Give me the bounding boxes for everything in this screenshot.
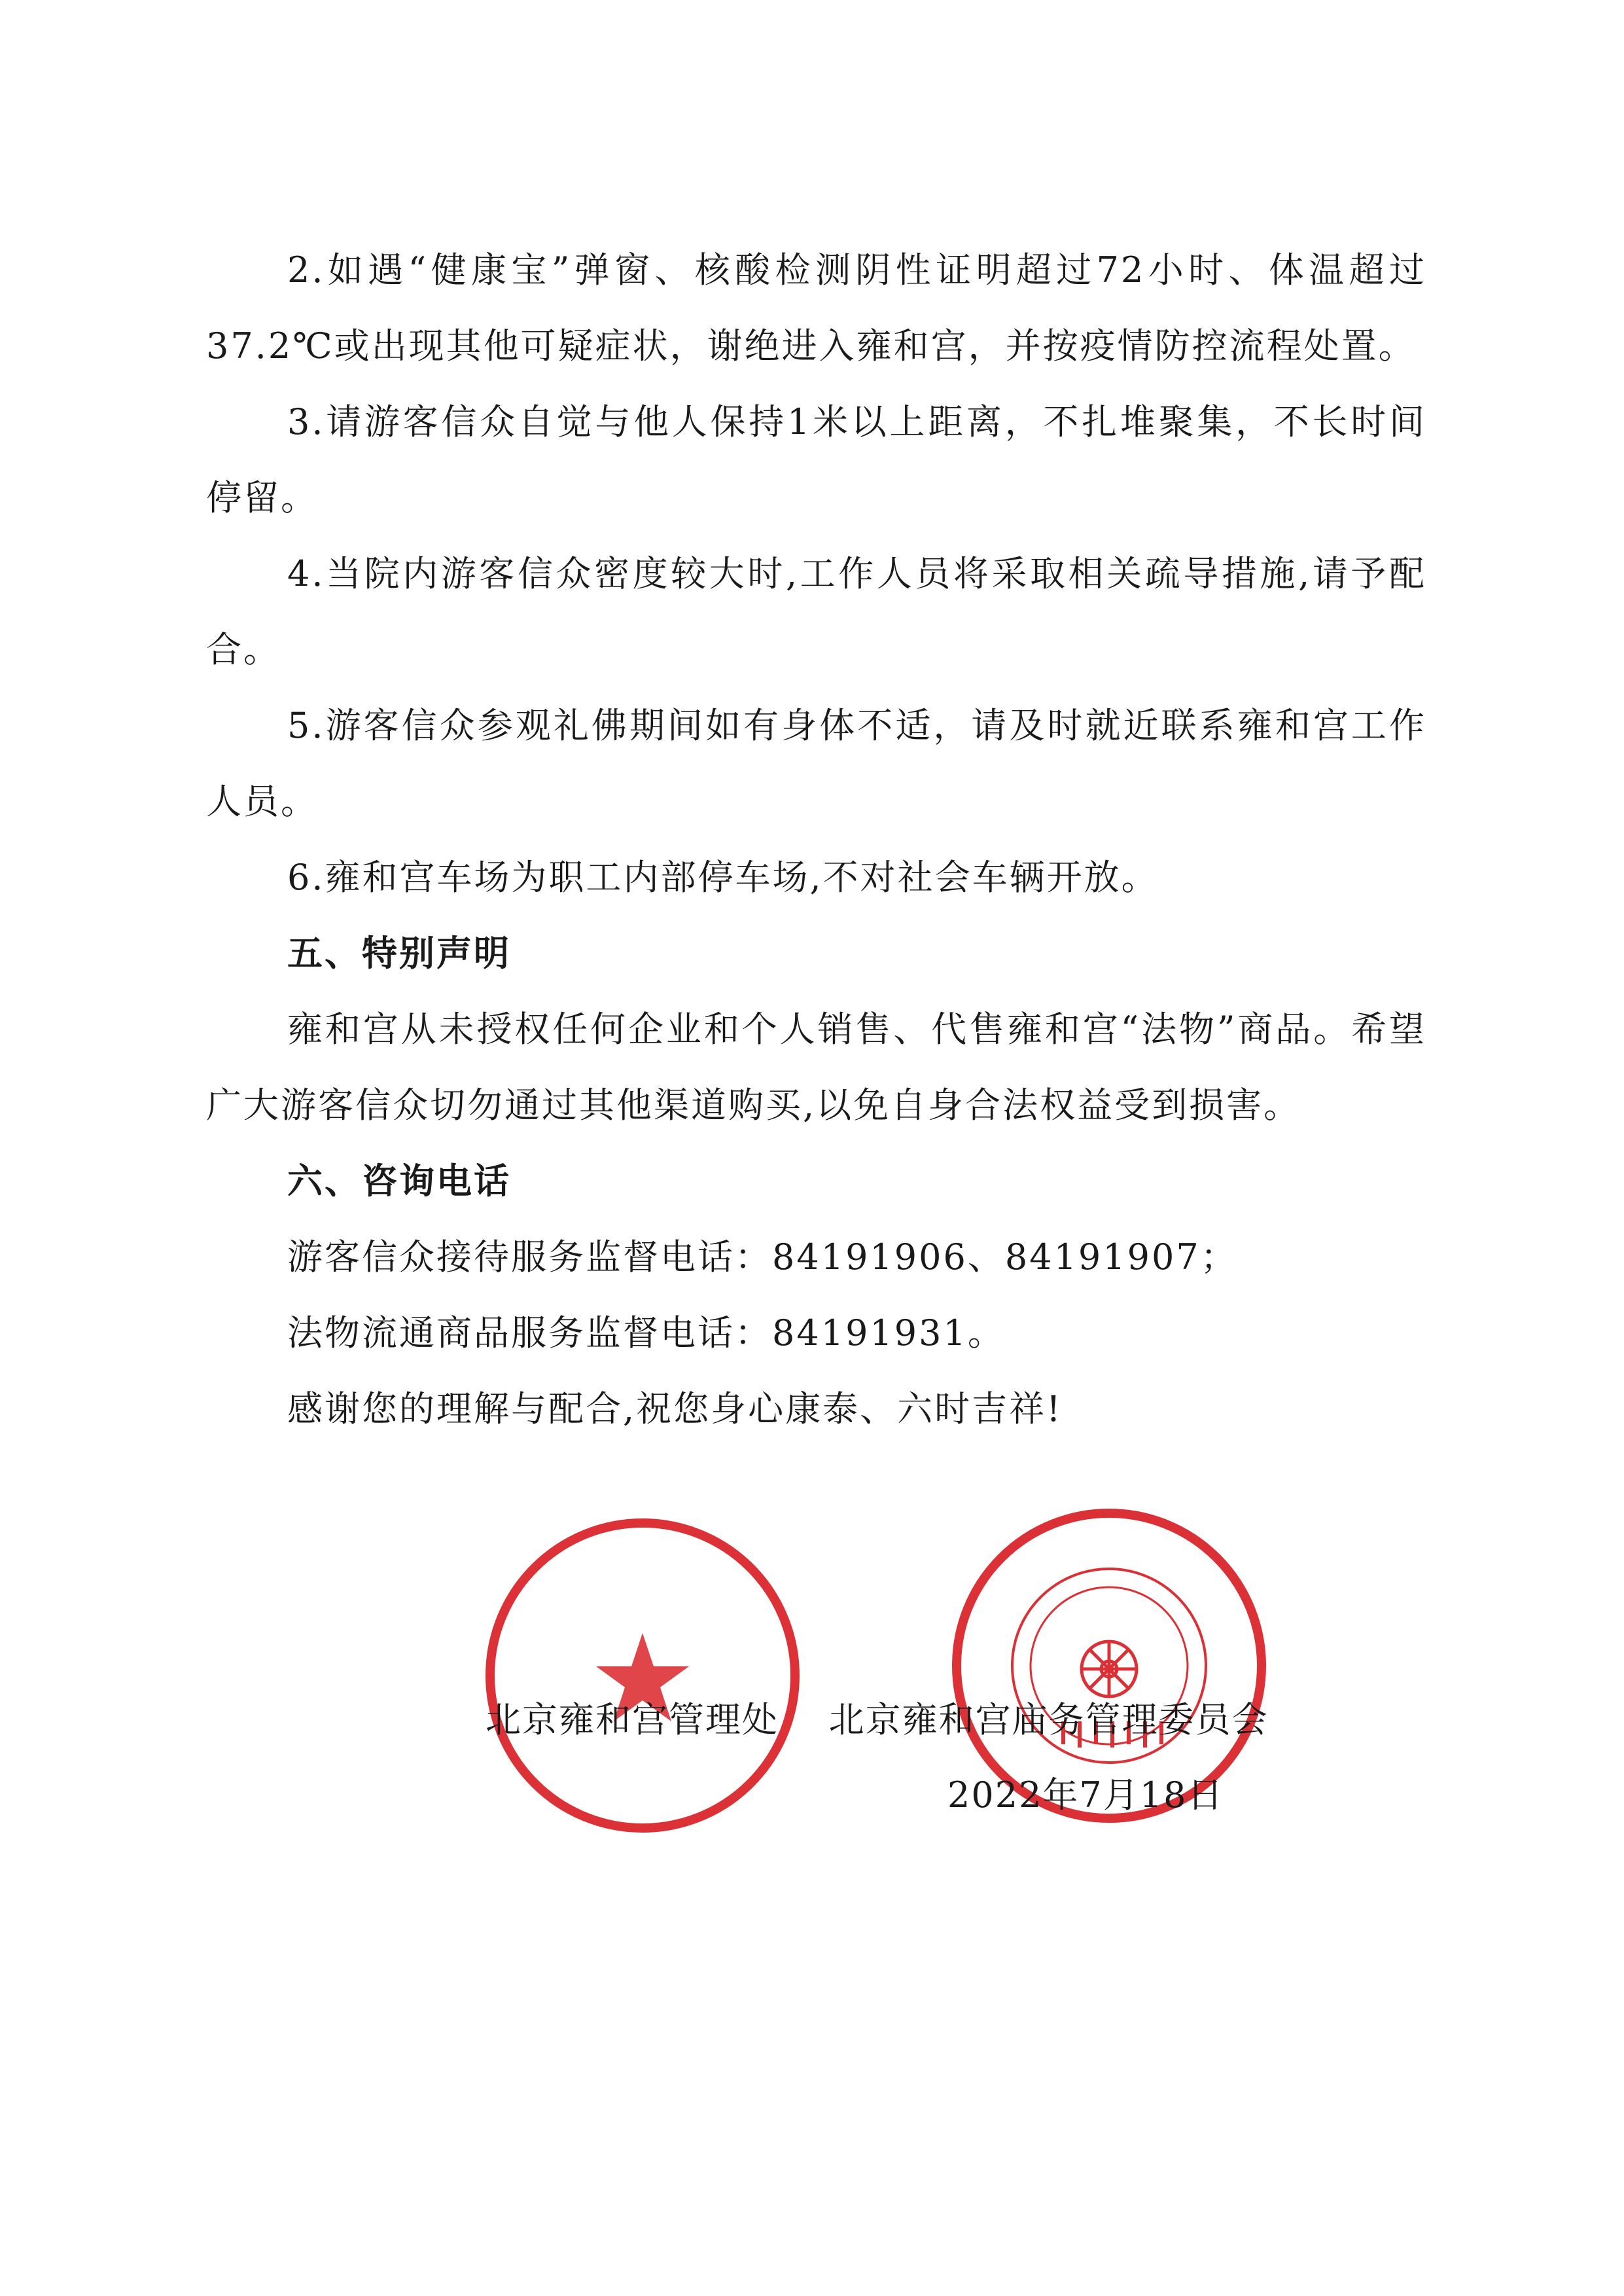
item-4: 4.当院内游客信众密度较大时,工作人员将采取相关疏导措施,请予配合。 — [206, 553, 1426, 670]
section-5-heading: 五、特别声明 — [287, 933, 511, 974]
section-6-heading: 六、咨询电话 — [287, 1160, 511, 1202]
seal-left-graphic — [485, 1518, 800, 1833]
official-seal-left — [485, 1518, 800, 1833]
item-5: 5.游客信众参观礼佛期间如有身体不适，请及时就近联系雍和宫工作人员。 — [206, 705, 1426, 822]
closing-remark: 感谢您的理解与配合,祝您身心康泰、六时吉祥! — [287, 1388, 1063, 1429]
hotline-visitors: 游客信众接待服务监督电话：84191906、84191907； — [287, 1236, 1238, 1278]
dharma-wheel-icon — [1082, 1641, 1137, 1696]
item-6: 6.雍和宫车场为职工内部停车场,不对社会车辆开放。 — [287, 857, 1159, 898]
section-5-body: 雍和宫从未授权任何企业和个人销售、代售雍和宫“法物”商品。希望广大游客信众切勿通过其他渠道购买,以免自身合法权益受到损害。 — [206, 1009, 1426, 1126]
item-3: 3.请游客信众自觉与他人保持1米以上距离，不扎堆聚集，不长时间停留。 — [206, 401, 1426, 518]
item-2: 2.如遇“健康宝”弹窗、核酸检测阴性证明超过72小时、体温超过37.2℃或出现其他可疑症状，谢绝进入雍和宫，并按疫情防控流程处置。 — [206, 249, 1426, 367]
document-body — [206, 232, 1426, 1447]
issuing-organizations: 北京雍和宫管理处 北京雍和宫庙务管理委员会 — [485, 1699, 1269, 1740]
hotline-merchandise: 法物流通商品服务监督电话：84191931。 — [287, 1312, 1005, 1354]
issue-date: 2022年7月18日 — [947, 1774, 1224, 1816]
